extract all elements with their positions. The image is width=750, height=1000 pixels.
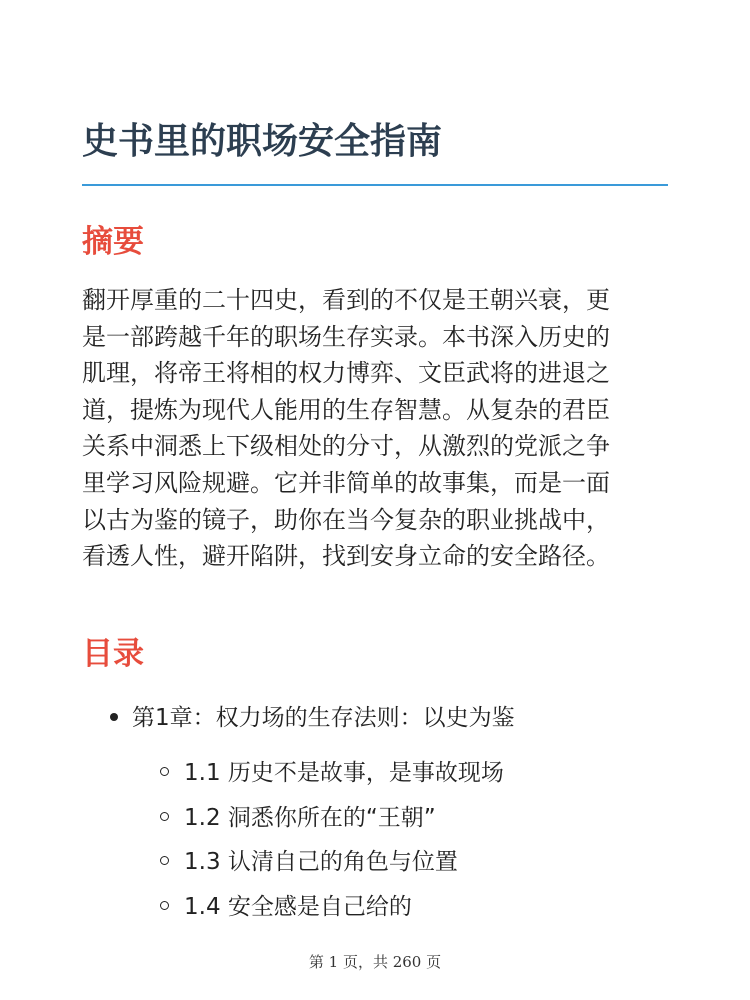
toc-section-item[interactable] bbox=[160, 755, 504, 791]
page-number-footer: 第 1 页，共 260 页 bbox=[308, 953, 442, 971]
title-divider bbox=[82, 184, 668, 186]
toc-chapter-label: 第1章：权力场的生存法则：以史为鉴 bbox=[132, 705, 515, 731]
abstract-heading: 摘要 bbox=[82, 224, 144, 260]
toc-section-label: 1.3 认清自己的角色与位置 bbox=[184, 849, 458, 875]
abstract-line: 以古为鉴的镜子，助你在当今复杂的职业挑战中， bbox=[82, 505, 610, 534]
toc-section-label: 1.4 安全感是自己给的 bbox=[184, 894, 412, 920]
toc-section-item[interactable] bbox=[160, 889, 412, 925]
abstract-line: 肌理，将帝王将相的权力博弈、文臣武将的进退之 bbox=[82, 359, 610, 388]
document-title: 史书里的职场安全指南 bbox=[82, 121, 443, 162]
abstract-line: 看透人性，避开陷阱，找到安身立命的安全路径。 bbox=[82, 542, 610, 571]
toc-section-label: 1.1 历史不是故事，是事故现场 bbox=[184, 760, 504, 786]
abstract-line: 道，提炼为现代人能用的生存智慧。从复杂的君臣 bbox=[82, 395, 610, 424]
abstract-paragraph bbox=[82, 282, 672, 575]
toc-section-item[interactable] bbox=[160, 800, 436, 836]
toc-section-label: 1.2 洞悉你所在的“王朝” bbox=[184, 805, 436, 831]
toc-chapter-item[interactable] bbox=[110, 700, 515, 736]
bullet-circle-icon bbox=[160, 856, 169, 865]
abstract-line: 关系中洞悉上下级相处的分寸，从激烈的党派之争 bbox=[82, 432, 610, 461]
toc-heading: 目录 bbox=[82, 636, 144, 672]
bullet-disc-icon bbox=[110, 713, 118, 721]
bullet-circle-icon bbox=[160, 767, 169, 776]
abstract-line: 里学习风险规避。它并非简单的故事集，而是一面 bbox=[82, 468, 610, 497]
abstract-line: 翻开厚重的二十四史，看到的不仅是王朝兴衰，更 bbox=[82, 286, 610, 314]
bullet-circle-icon bbox=[160, 901, 169, 910]
toc-section-item[interactable] bbox=[160, 844, 458, 880]
bullet-circle-icon bbox=[160, 812, 169, 821]
abstract-line: 是一部跨越千年的职场生存实录。本书深入历史的 bbox=[82, 322, 610, 351]
